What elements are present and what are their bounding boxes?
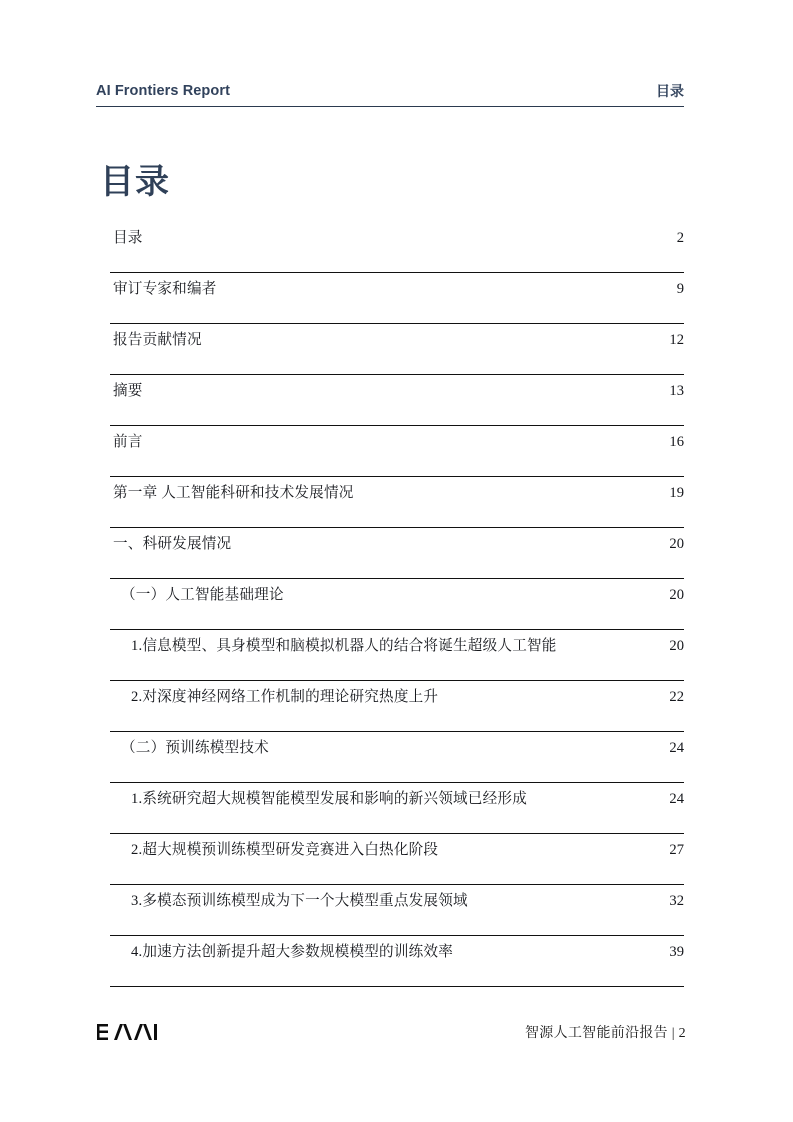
toc-entry-label: 报告贡献情况: [113, 332, 202, 348]
page-footer: [96, 1022, 686, 1042]
toc-row[interactable]: [110, 885, 684, 936]
toc-entry-label: （一）人工智能基础理论: [121, 587, 284, 603]
toc-row[interactable]: [110, 732, 684, 783]
page-title: 目录: [100, 163, 170, 201]
report-title: AI Frontiers Report: [96, 83, 231, 99]
toc-entry-page-number: 20: [669, 587, 684, 603]
toc-row[interactable]: [110, 375, 684, 426]
toc-entry-page-number: 2: [676, 230, 684, 246]
running-header: [96, 84, 684, 107]
toc-entry-label: 摘要: [113, 383, 143, 399]
toc-entry-page-number: 32: [669, 893, 684, 909]
toc-row[interactable]: [110, 783, 684, 834]
toc-entry-page-number: 24: [669, 791, 684, 807]
toc-entry-label: 4.加速方法创新提升超大参数规模模型的训练效率: [131, 944, 454, 960]
toc-entry-label: 3.多模态预训练模型成为下一个大模型重点发展领域: [131, 893, 468, 909]
toc-entry-page-number: 22: [669, 689, 684, 705]
table-of-contents: [110, 222, 684, 987]
toc-entry-label: 目录: [113, 230, 143, 246]
toc-row[interactable]: [110, 681, 684, 732]
baai-logo: [96, 1023, 158, 1042]
toc-entry-label: 前言: [113, 434, 143, 450]
header-section-label: 目录: [656, 84, 684, 100]
toc-row[interactable]: [110, 579, 684, 630]
toc-row[interactable]: [110, 324, 684, 375]
toc-entry-label: 2.超大规模预训练模型研发竞赛进入白热化阶段: [131, 842, 439, 858]
toc-entry-label: 1.系统研究超大规模智能模型发展和影响的新兴领域已经形成: [131, 791, 527, 807]
footer-page-info: 智源人工智能前沿报告 | 2: [524, 1026, 686, 1041]
toc-row[interactable]: [110, 834, 684, 885]
toc-entry-label: 2.对深度神经网络工作机制的理论研究热度上升: [131, 689, 439, 705]
toc-row[interactable]: [110, 426, 684, 477]
toc-entry-page-number: 20: [669, 536, 684, 552]
toc-entry-label: （二）预训练模型技术: [121, 740, 269, 756]
toc-entry-label: 1.信息模型、具身模型和脑模拟机器人的结合将诞生超级人工智能: [131, 638, 557, 654]
toc-entry-page-number: 13: [669, 383, 684, 399]
toc-row[interactable]: [110, 477, 684, 528]
toc-row[interactable]: [110, 528, 684, 579]
toc-entry-page-number: 39: [669, 944, 684, 960]
toc-row[interactable]: [110, 273, 684, 324]
toc-entry-page-number: 9: [676, 281, 684, 297]
toc-entry-page-number: 27: [669, 842, 684, 858]
toc-entry-page-number: 19: [669, 485, 684, 501]
toc-row[interactable]: [110, 222, 684, 273]
toc-entry-label: 第一章 人工智能科研和技术发展情况: [113, 485, 354, 501]
toc-entry-page-number: 24: [669, 740, 684, 756]
toc-entry-label: 一、科研发展情况: [113, 536, 232, 552]
toc-entry-page-number: 16: [669, 434, 684, 450]
toc-entry-page-number: 12: [669, 332, 684, 348]
toc-entry-label: 审订专家和编者: [113, 281, 217, 297]
toc-entry-page-number: 20: [669, 638, 684, 654]
toc-row[interactable]: [110, 630, 684, 681]
toc-row[interactable]: [110, 936, 684, 987]
